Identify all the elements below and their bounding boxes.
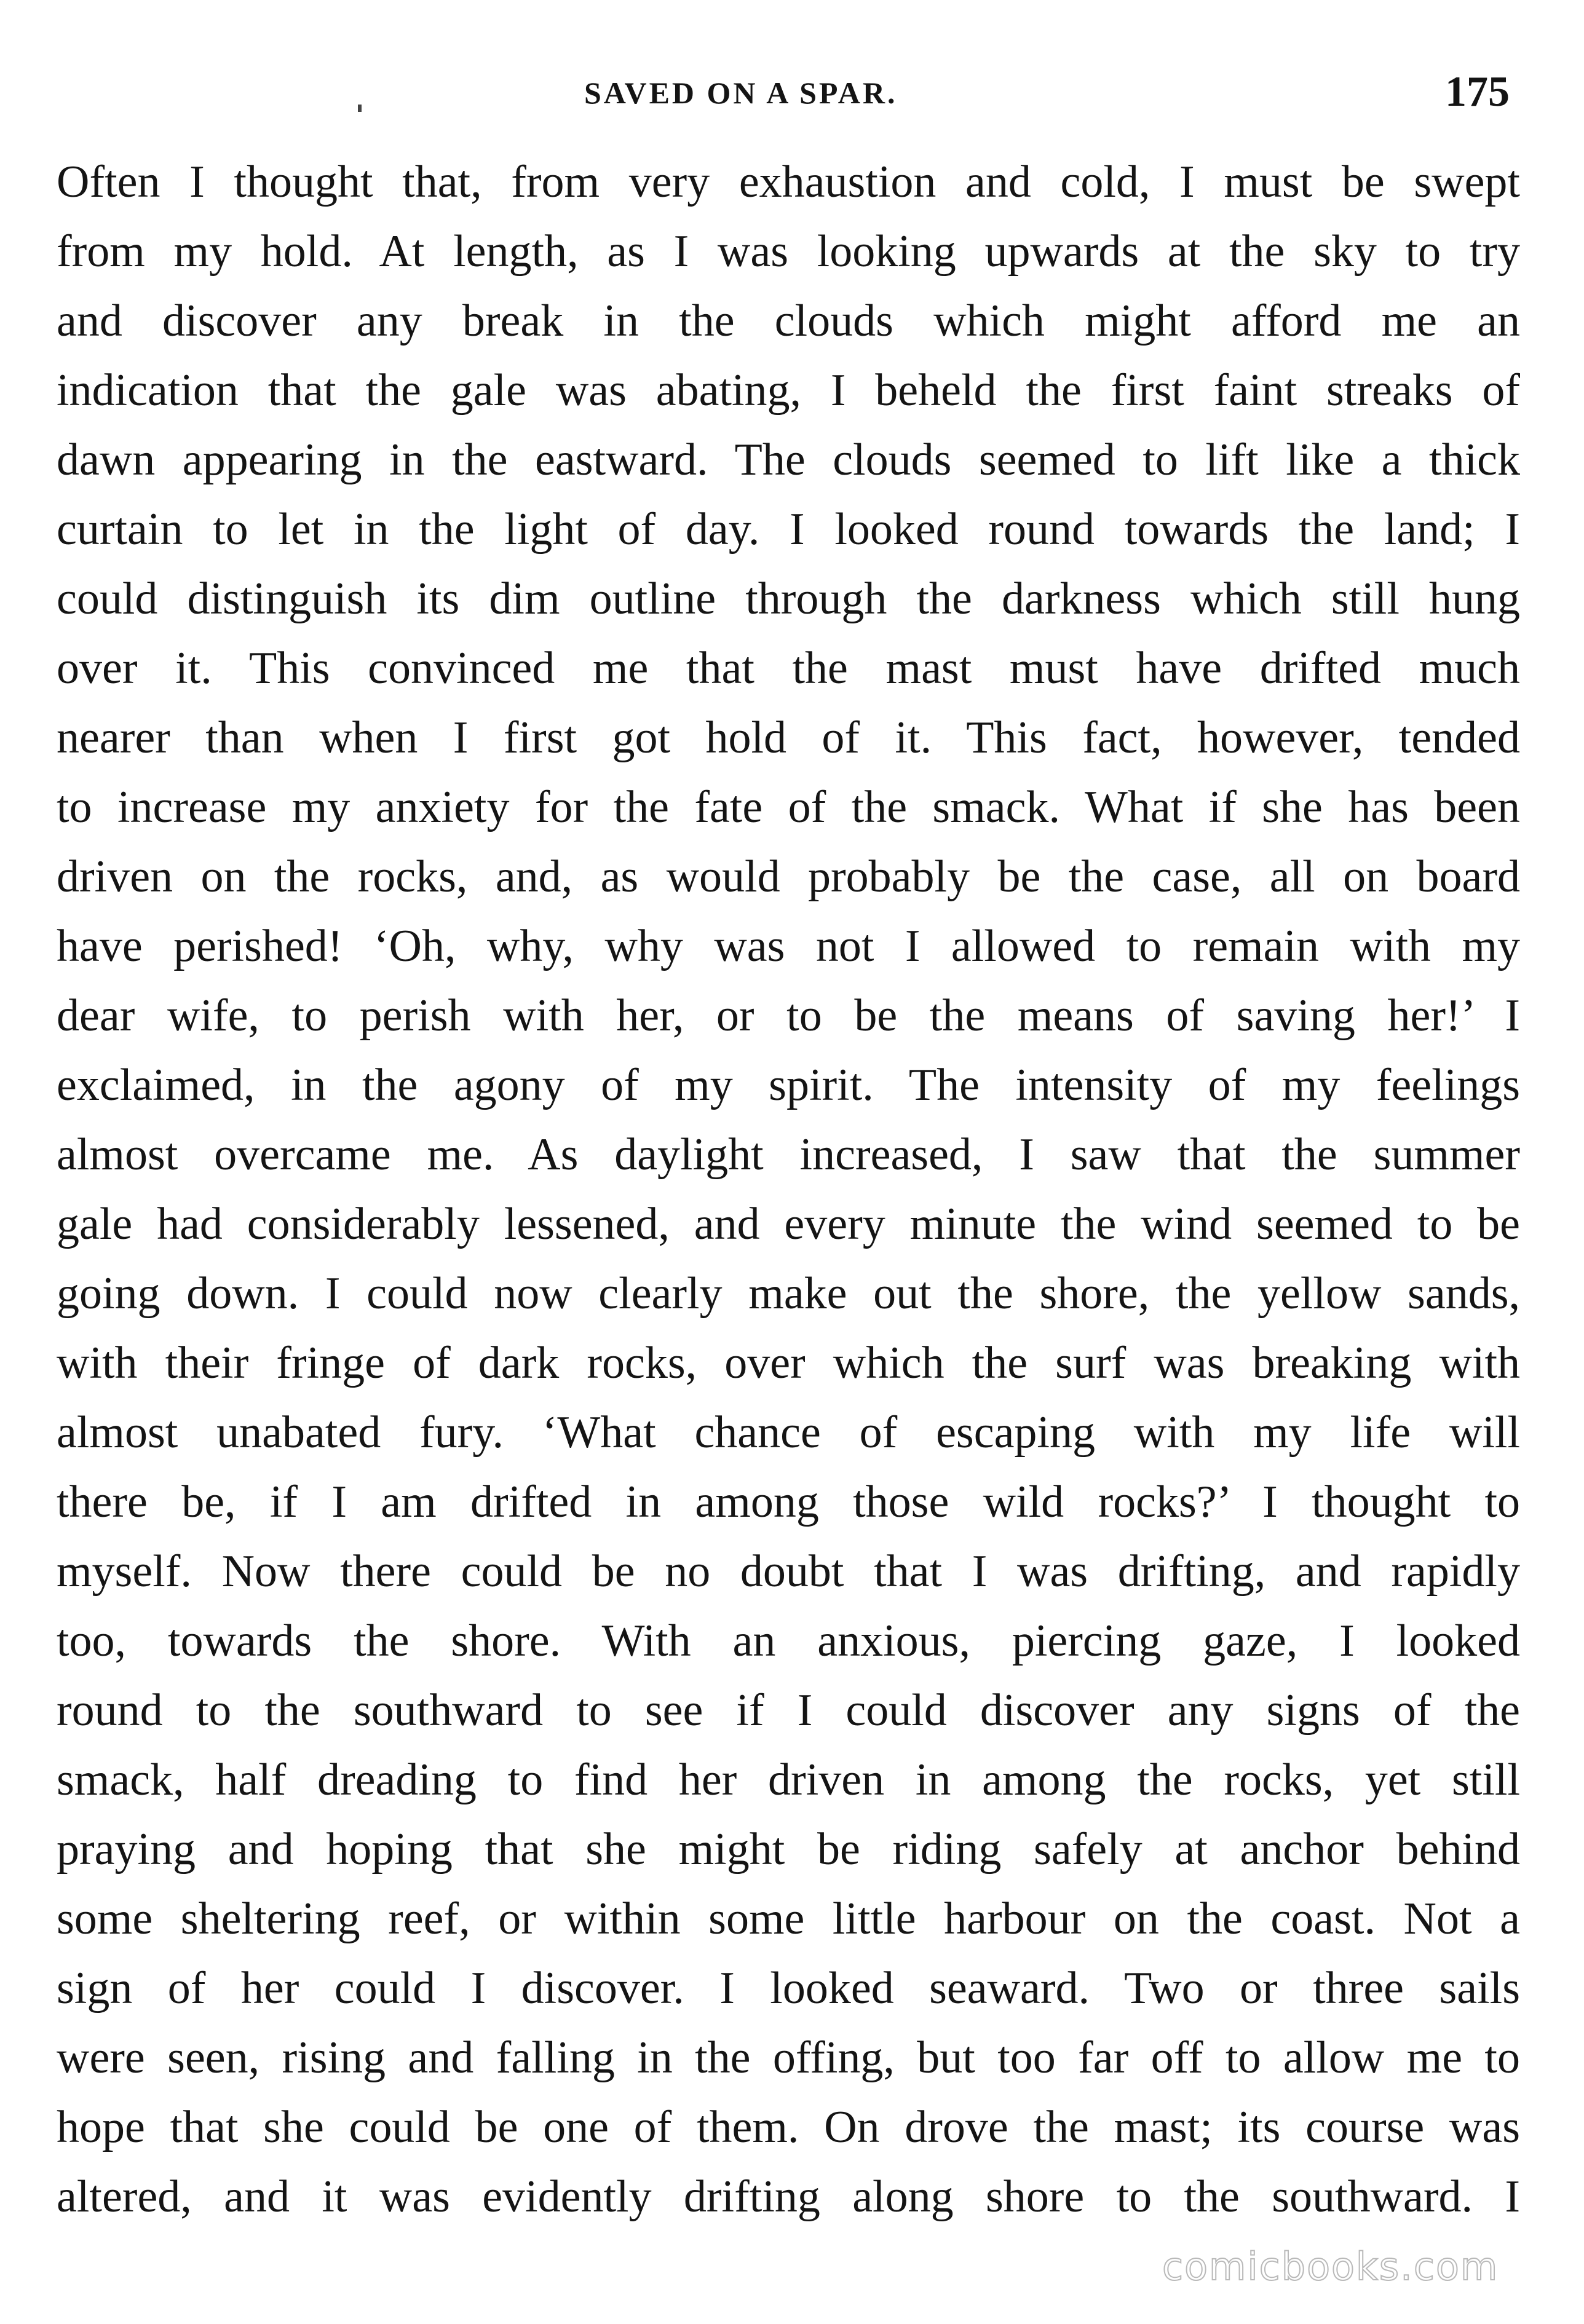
text-line: myself. Now there could be no doubt that I was drifting, and rapidly xyxy=(57,1546,1520,1597)
text-line: praying and hoping that she might be riding safely at anchor behind xyxy=(57,1824,1520,1875)
text-line: too, towards the shore. With an anxious, piercing gaze, I looked xyxy=(57,1616,1520,1666)
text-line: sign of her could I discover. I looked seaward. Two or three sails xyxy=(57,1963,1520,2014)
running-title: SAVED ON A SPAR. xyxy=(584,76,898,110)
text-line: smack, half dreading to find her driven in among the rocks, yet still xyxy=(57,1755,1520,1805)
text-line: hope that she could be one of them. On drove the mast; its course was xyxy=(57,2102,1520,2152)
text-line: could distinguish its dim outline through the darkness which still hung xyxy=(57,574,1520,624)
text-line: almost overcame me. As daylight increased, I saw that the summer xyxy=(57,1129,1520,1180)
text-line: Often I thought that, from very exhaustion and cold, I must be swept xyxy=(57,157,1520,207)
text-line: dawn appearing in the eastward. The clouds seemed to lift like a thick xyxy=(57,435,1520,485)
text-line: were seen, rising and falling in the offing, but too far off to allow me to xyxy=(57,2033,1520,2083)
text-line: from my hold. At length, as I was looking upwards at the sky to try xyxy=(57,226,1520,277)
text-line: over it. This convinced me that the mast must have drifted much xyxy=(57,643,1520,694)
running-head xyxy=(0,68,1584,123)
text-line: almost unabated fury. ‘What chance of escaping with my life will xyxy=(57,1407,1520,1458)
text-line: round to the southward to see if I could discover any signs of the xyxy=(57,1685,1520,1736)
text-line: some sheltering reef, or within some little harbour on the coast. Not a xyxy=(57,1894,1520,1944)
text-line: exclaimed, in the agony of my spirit. The intensity of my feelings xyxy=(57,1060,1520,1110)
text-line: dear wife, to perish with her, or to be the means of saving her!’ I xyxy=(57,990,1520,1041)
text-line: curtain to let in the light of day. I looked round towards the land; I xyxy=(57,504,1520,555)
text-line: nearer than when I first got hold of it. This fact, however, tended xyxy=(57,713,1520,763)
print-speck xyxy=(358,105,362,112)
text-line: gale had considerably lessened, and every minute the wind seemed to be xyxy=(57,1199,1520,1249)
page-number: 175 xyxy=(1445,68,1510,116)
text-line: to increase my anxiety for the fate of the smack. What if she has been xyxy=(57,782,1520,832)
body-text xyxy=(57,148,1520,2232)
text-line: going down. I could now clearly make out the shore, the yellow sands, xyxy=(57,1268,1520,1319)
text-line: with their fringe of dark rocks, over which the surf was breaking with xyxy=(57,1338,1520,1388)
text-line: indication that the gale was abating, I beheld the first faint streaks of xyxy=(57,365,1520,416)
text-line: have perished! ‘Oh, why, why was not I allowed to remain with my xyxy=(57,921,1520,971)
text-line: driven on the rocks, and, as would probably be the case, all on board xyxy=(57,852,1520,902)
text-line: there be, if I am drifted in among those wild rocks?’ I thought to xyxy=(57,1477,1520,1527)
watermark: comicbooks.com xyxy=(1162,2244,1499,2289)
text-line: altered, and it was evidently drifting along shore to the southward. I xyxy=(57,2172,1520,2222)
text-line: and discover any break in the clouds which might afford me an xyxy=(57,296,1520,346)
